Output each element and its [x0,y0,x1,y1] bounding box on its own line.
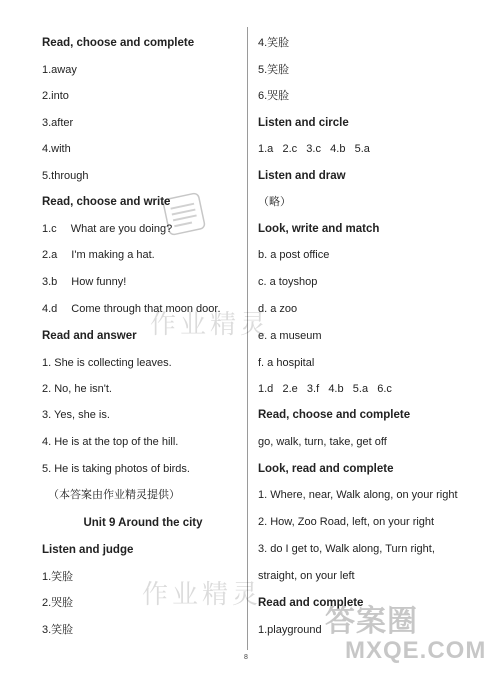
answer-line: 3.after [42,117,74,129]
section-heading: Look, read and complete [258,463,394,475]
watermark-seal-icon [160,190,208,238]
answer-line: 3.笑脸 [42,624,74,636]
answer-line: 4.笑脸 [258,37,290,49]
source-note: （本答案由作业精灵提供） [48,489,180,501]
answer-line: go, walk, turn, take, get off [258,436,387,448]
section-heading: Read, choose and write [42,196,171,208]
unit-title: Unit 9 Around the city [83,517,203,529]
watermark-text: 作业精灵 [142,580,263,610]
answer-number: 3.b [42,276,58,288]
answer-line: 4.with [42,143,71,155]
section-heading: Read, choose and complete [258,409,411,421]
answer-line: 1.away [42,64,77,76]
answer-line: 5. He is taking photos of birds. [42,463,190,475]
answer-line: 3. Yes, she is. [42,409,110,421]
answer-line: 1. Where, near, Walk along, on your right [258,489,458,501]
answer-text: How funny! [71,276,127,288]
answer-line: 2. No, he isn't. [42,383,112,395]
section-heading: Read, choose and complete [42,37,195,49]
answer-line: 1.a 2.c 3.c 4.b 5.a [258,143,370,155]
watermark-site: MXQE.COM [345,637,487,664]
answer-line: e. a museum [258,330,322,342]
answer-line: 3. do I get to, Walk along, Turn right, [258,543,435,555]
answer-number: 4.d [42,303,58,315]
answer-line [42,275,126,289]
answer-text: I'm making a hat. [71,249,155,261]
answer-line: 2. How, Zoo Road, left, on your right [258,516,435,528]
section-heading: Listen and circle [258,117,349,129]
page-number: 8 [244,654,248,661]
answer-line [42,222,172,236]
section-heading: Listen and draw [258,170,346,182]
answer-number: 1.c [42,223,57,235]
section-heading: Listen and judge [42,544,134,556]
answer-line: 1.d 2.e 3.f 4.b 5.a 6.c [258,383,392,395]
section-heading: Look, write and match [258,223,380,235]
answer-line [42,248,155,262]
watermark-text: 作业精灵 [150,310,271,340]
section-heading: Read and answer [42,330,137,342]
section-heading: Read and complete [258,597,364,609]
answer-line: 2.哭脸 [42,597,74,609]
answer-line: 4. He is at the top of the hill. [42,436,179,448]
answer-line: 2.into [42,90,69,102]
answer-line: （略） [258,196,291,208]
answer-line: c. a toyshop [258,276,318,288]
answer-line: 1. She is collecting leaves. [42,357,172,369]
answer-line: 5.笑脸 [258,64,290,76]
answer-line: b. a post office [258,249,330,261]
answer-text: Come through that moon door. [71,303,221,315]
answer-number: 2.a [42,249,58,261]
answer-line: d. a zoo [258,303,298,315]
answer-line: 1.笑脸 [42,571,74,583]
answer-line: 6.哭脸 [258,90,290,102]
answer-text: What are you doing? [70,223,173,235]
answer-line: 5.through [42,170,89,182]
answer-line: 1.playground [258,624,322,636]
answer-line: straight, on your left [258,570,355,582]
watermark-brand: 答案圈 [325,605,418,638]
answer-line: f. a hospital [258,357,315,369]
